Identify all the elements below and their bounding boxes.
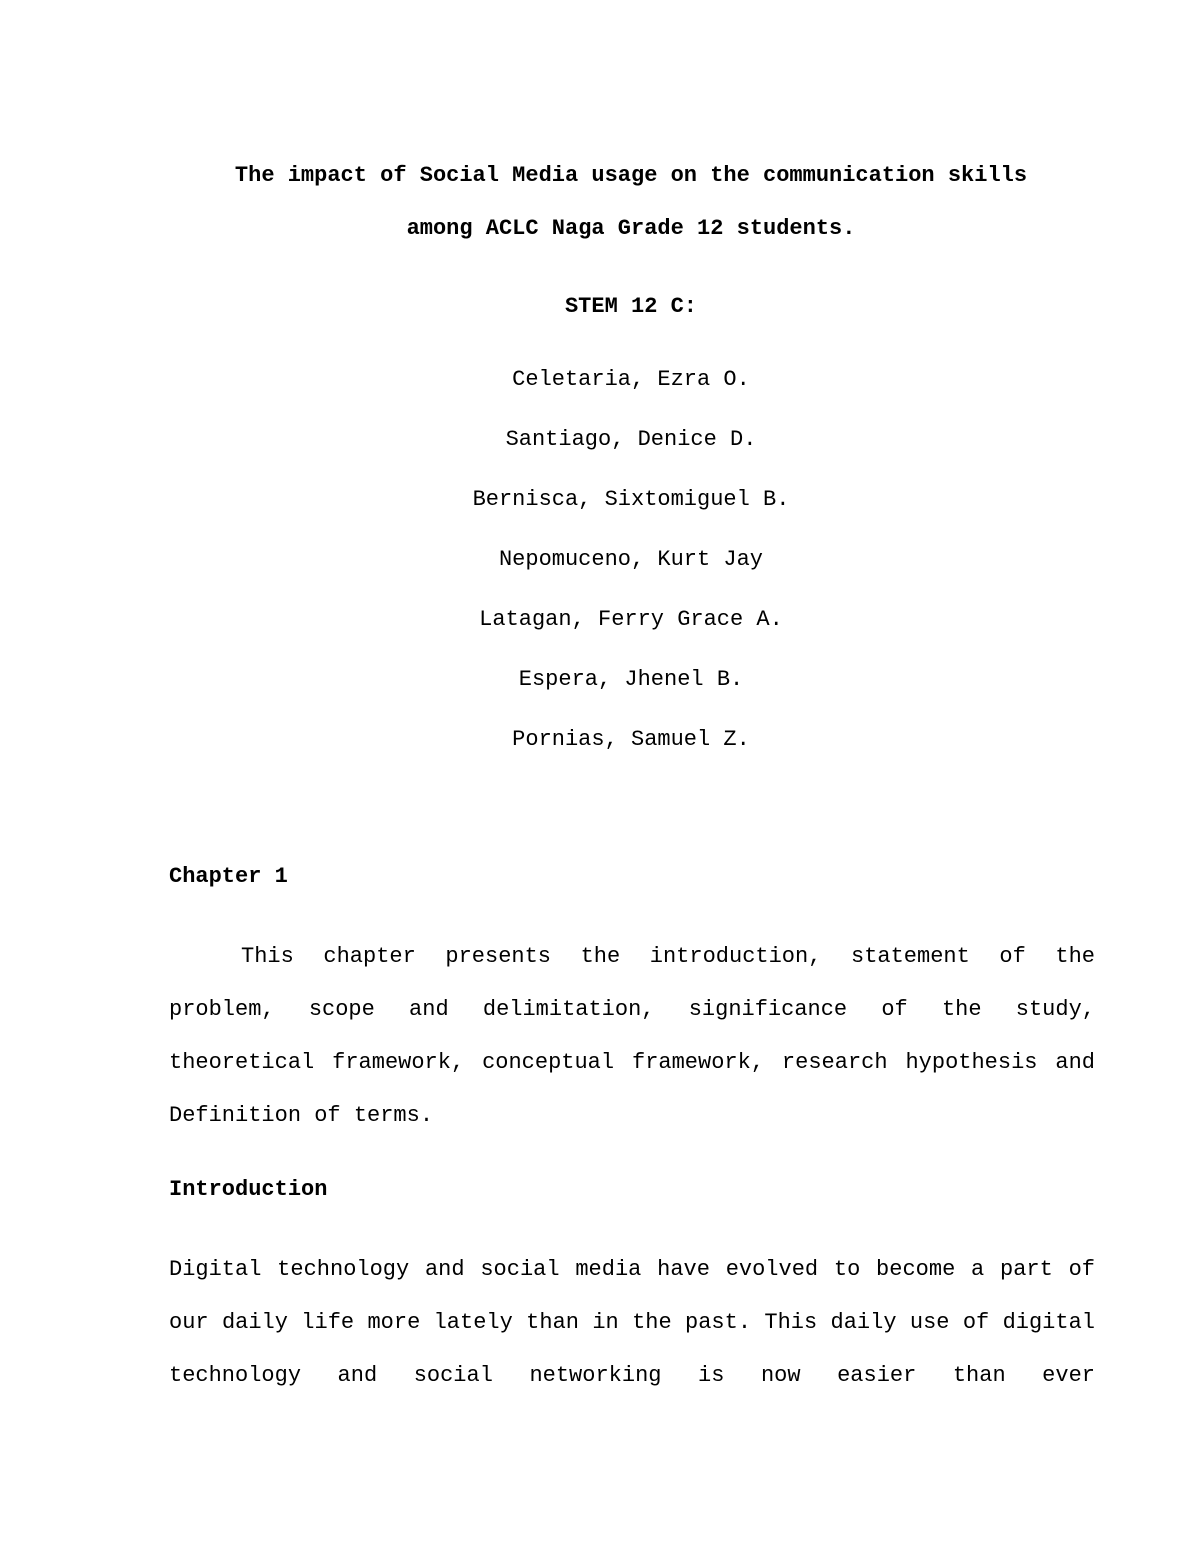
section-label: STEM 12 C:	[564, 294, 698, 319]
author-name: Celetaria, Ezra O.	[512, 367, 750, 392]
author-name: Bernisca, Sixtomiguel B.	[472, 487, 790, 512]
introduction-heading: Introduction	[169, 1177, 328, 1202]
document-title-line-2: among ACLC Naga Grade 12 students.	[406, 216, 856, 241]
introduction-paragraph: Digital technology and social media have evolved to become a part of our daily life more lately than in the past. This daily use of digital technology and social networking is now easier than ever	[169, 1257, 1095, 1388]
author-name: Latagan, Ferry Grace A.	[479, 607, 783, 632]
author-name: Espera, Jhenel B.	[518, 667, 744, 692]
chapter-heading: Chapter 1	[169, 864, 288, 889]
author-name: Santiago, Denice D.	[505, 427, 757, 452]
document-title-line-1: The impact of Social Media usage on the communication skills	[234, 163, 1028, 188]
chapter-paragraph: This chapter presents the introduction, statement of the problem, scope and delimitation, significance of the study, theoretical framework, conceptual framework, research hypothesis and Definition of terms.	[169, 944, 1095, 1128]
author-name: Nepomuceno, Kurt Jay	[498, 547, 764, 572]
author-name: Pornias, Samuel Z.	[512, 727, 750, 752]
author-list	[31, 365, 1200, 785]
